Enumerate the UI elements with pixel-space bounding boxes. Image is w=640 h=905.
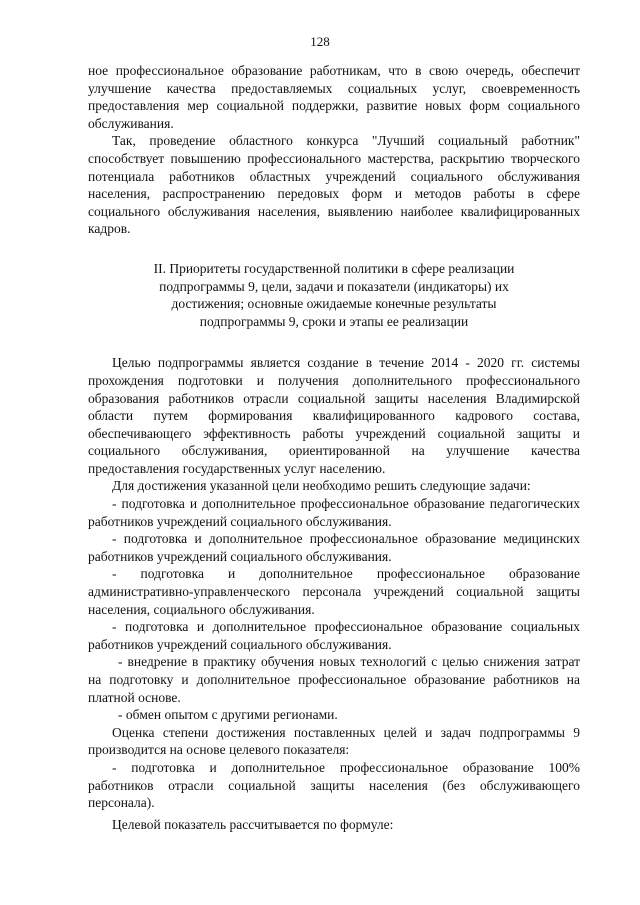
section-heading-line: подпрограммы 9, сроки и этапы ее реализации [199, 313, 469, 329]
assessment-paragraph: Оценка степени достижения поставленных целей и задач подпрограммы 9 производится на основе целевого показателя: [88, 724, 580, 758]
task-item: - подготовка и дополнительное профессиональное образование педагогических работников учреждений социального обслуживания. [88, 496, 580, 529]
goal-paragraph: Целью подпрограммы является создание в течение 2014 - 2020 гг. системы прохождения подготовки и получения дополнительного профессионального образования работников отрасли социальной защиты населения Владимирской области путем формирования квалифицированного кадрового состава, обеспечивающего эффективность работы учреждений социальной защиты и социального обслуживания, ориентированной на улучшение качества предоставления государственных услуг населению. [88, 355, 580, 476]
task-item: - обмен опытом с другими регионами. [118, 707, 338, 723]
page-number: 128 [310, 34, 330, 49]
section-heading-line: достижения; основные ожидаемые конечные результаты [171, 296, 497, 312]
task-item: - подготовка и дополнительное профессиональное образование административно-управленческого персонала учреждений социальной защиты населения, социального обслуживания. [88, 566, 580, 617]
section-heading-line: подпрограммы 9, цели, задачи и показатели (индикаторы) их [159, 278, 509, 294]
task-item: - внедрение в практику обучения новых технологий с целью снижения затрат на подготовку и дополнительное профессиональное образование работников на платной основе. [88, 654, 580, 705]
intro-paragraph: ное профессиональное образование работникам, что в свою очередь, обеспечит улучшение качества предоставляемых социальных услуг, своевременность предоставления мер социальной поддержки, развитие новых форм социального обслуживания. [88, 63, 580, 131]
formula-paragraph: Целевой показатель рассчитывается по формуле: [112, 816, 394, 832]
indicator-item: - подготовка и дополнительное профессиональное образование 100% работников отрасли социальной защиты населения (без обслуживающего персонала). [88, 759, 580, 811]
document-body [88, 62, 580, 833]
task-item: - подготовка и дополнительное профессиональное образование социальных работников учреждений социального обслуживания. [88, 619, 580, 652]
section-heading [98, 260, 570, 330]
tasks-intro: Для достижения указанной цели необходимо решить следующие задачи: [112, 478, 531, 494]
section-heading-line: II. Приоритеты государственной политики в сфере реализации [153, 260, 515, 276]
task-item: - подготовка и дополнительное профессиональное образование медицинских работников учреждений социального обслуживания. [88, 531, 580, 564]
contest-paragraph: Так, проведение областного конкурса "Лучший социальный работник" способствует повышению профессионального мастерства, раскрытию творческого потенциала работников областных учреждений социального обслуживания населения, распространению передовых форм и методов работы в сфере социального обслуживания населения, выявлению наиболее квалифицированных кадров. [88, 133, 580, 237]
